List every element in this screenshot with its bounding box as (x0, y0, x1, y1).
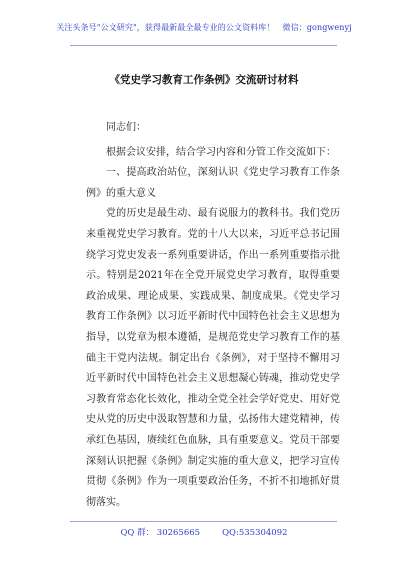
wechat-id: gongwenyj (306, 23, 352, 32)
wechat-label: 微信： (282, 23, 307, 32)
promo-text: 关注头条号"公文研究"，获得最新最全最专业的公文资料库！ (56, 23, 275, 32)
section-heading: 一、提高政治站位，深刻认识《党史学习教育工作条例》的重大意义 (86, 167, 340, 199)
greeting: 同志们： (106, 122, 146, 133)
footer-divider (70, 521, 337, 522)
paragraph-intro: 根据会议安排，结合学习内容和分管工作交流如下： (106, 146, 336, 158)
footer-contact (0, 526, 408, 538)
document-title: 《党史学习教育工作条例》交流研讨材料 (109, 74, 299, 86)
header-divider (70, 45, 337, 46)
paragraph-body: 党的历史是最生动、最有说服力的教科书。我们党历来重视党史学习教育。党的十八大以来，习近平总书记围绕学习党史发表一系列重要讲话，作出一系列重要指示批示。特别是2021年在全党开展党史学习教育，取得重要政治成果、理论成果、实践成果、制度成果。《党史学习教育工作条例》以习近平新时代中国特色社会主义思想为指导，以党章为根本遵循，是规范党史学习教育工作的基础主干党内法规。制定出台《条例》，对于坚持不懈用习近平新时代中国特色社会主义思想凝心铸魂，推动党史学习教育常态化长效化，推动全党全社会学好党史、用好党史从党的历史中汲取智慧和力量，弘扬伟大建党精神，传承红色基因，赓续红色血脉，具有重要意义。党员干部要深刻认识把握《条例》制定实施的重大意义，把学习宣传贯彻《条例》作为一项重要政治任务，不折不扣地抓好贯彻落实。 (86, 208, 340, 508)
promo-banner (0, 22, 408, 33)
document-body (86, 118, 340, 513)
qq-number: QQ:535304092 (222, 528, 288, 538)
qq-group: QQ 群： 30265665 (120, 528, 201, 538)
